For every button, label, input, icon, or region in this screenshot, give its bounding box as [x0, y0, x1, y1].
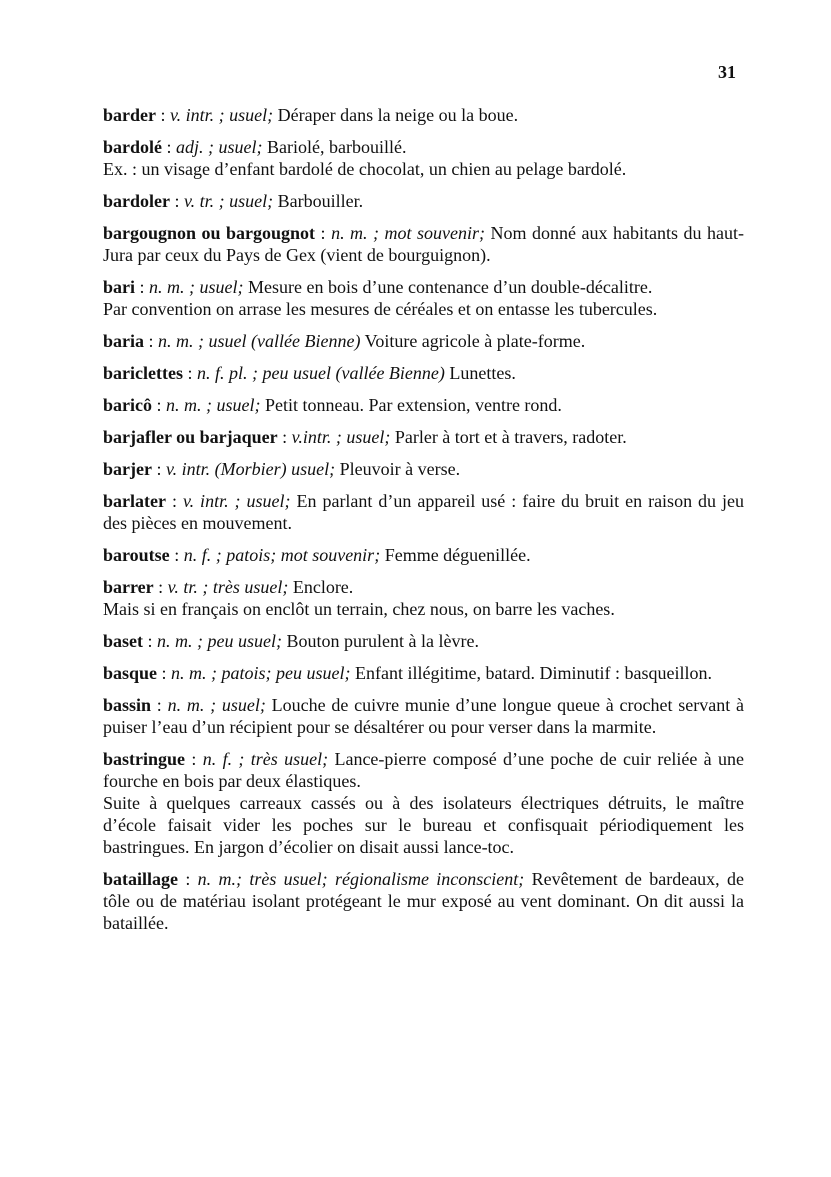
dictionary-entry: [103, 136, 744, 180]
entry-separator: :: [162, 137, 177, 157]
entry-definition: Enfant illégitime, batard. Diminutif : basqueillon.: [355, 663, 712, 683]
entry-grammar: v. intr. ; usuel;: [182, 491, 291, 511]
page-number: 31: [718, 62, 736, 82]
entry-definition: Bariolé, barbouillé.: [267, 137, 407, 157]
entry-note: Mais si en français on enclôt un terrain, chez nous, on barre les vaches.: [103, 599, 615, 619]
entry-grammar: n. m. ; usuel;: [166, 395, 261, 415]
entry-grammar: n. f. pl. ; peu usuel (vallée Bienne): [196, 363, 445, 383]
dictionary-entry: [103, 362, 744, 384]
entry-definition: Lunettes.: [449, 363, 516, 383]
entry-headword: baria: [103, 331, 145, 351]
entry-headword: barrer: [103, 577, 154, 597]
dictionary-entry: [103, 330, 744, 352]
dictionary-entries: [103, 104, 744, 944]
entry-grammar: v. intr. ; usuel;: [170, 105, 274, 125]
entry-definition: Petit tonneau. Par extension, ventre rond.: [265, 395, 562, 415]
entry-grammar: v. tr. ; très usuel;: [167, 577, 289, 597]
entry-grammar: v. tr. ; usuel;: [184, 191, 274, 211]
entry-separator: :: [153, 577, 168, 597]
entry-definition: Bouton purulent à la lèvre.: [286, 631, 479, 651]
entry-headword: bari: [103, 277, 136, 297]
entry-headword: bassin: [103, 695, 152, 715]
dictionary-entry: [103, 190, 744, 212]
entry-definition: Voiture agricole à plate-forme.: [364, 331, 586, 351]
entry-definition: Barbouiller.: [277, 191, 364, 211]
dictionary-entry: [103, 630, 744, 652]
entry-definition: Femme déguenillée.: [384, 545, 531, 565]
entry-definition: Pleuvoir à verse.: [339, 459, 461, 479]
entry-separator: :: [144, 331, 159, 351]
entry-definition: Enclore.: [292, 577, 354, 597]
dictionary-entry: [103, 576, 744, 620]
dictionary-entry: [103, 276, 744, 320]
entry-definition: Revêtement de bardeaux, de tôle ou de matériau isolant protégeant le mur exposé au vent dominant. On dit aussi la bataillée.: [103, 869, 745, 933]
entry-grammar: n. m. ; usuel (vallée Bienne): [158, 331, 361, 351]
entry-note: Suite à quelques carreaux cassés ou à des isolateurs électriques détruits, le maître d’école faisait vider les poches sur le bureau et confisquait périodiquement les bastringues. En jargon d’écolier on disait aussi lance-toc.: [103, 793, 744, 857]
entry-headword: bargougnon ou bargougnot: [103, 223, 316, 243]
entry-definition: Mesure en bois d’une contenance d’un double-décalitre.: [248, 277, 653, 297]
entry-grammar: v. intr. (Morbier) usuel;: [166, 459, 336, 479]
entry-headword: bataillage: [103, 869, 178, 889]
entry-separator: :: [277, 427, 292, 447]
entry-headword: barlater: [103, 491, 166, 511]
entry-separator: :: [152, 395, 167, 415]
entry-grammar: n. f. ; patois; mot souvenir;: [183, 545, 381, 565]
dictionary-entry: [103, 490, 744, 534]
dictionary-entry: [103, 222, 744, 266]
entry-grammar: n. m. ; mot souvenir;: [331, 223, 486, 243]
entry-headword: barjafler ou barjaquer: [103, 427, 278, 447]
entry-separator: :: [151, 459, 166, 479]
entry-separator: :: [165, 491, 183, 511]
entry-grammar: n. f. ; très usuel;: [202, 749, 329, 769]
entry-separator: :: [170, 191, 185, 211]
entry-headword: bardoler: [103, 191, 170, 211]
entry-grammar: v.intr. ; usuel;: [291, 427, 391, 447]
entry-grammar: n. m. ; usuel;: [167, 695, 266, 715]
entry-separator: :: [156, 105, 171, 125]
entry-separator: :: [135, 277, 150, 297]
entry-separator: :: [157, 663, 172, 683]
entry-headword: bariclettes: [103, 363, 183, 383]
entry-separator: :: [169, 545, 184, 565]
entry-headword: basque: [103, 663, 158, 683]
entry-grammar: n. m.; très usuel; régionalisme inconscient;: [197, 869, 525, 889]
entry-note: Par convention on arrase les mesures de céréales et on entasse les tubercules.: [103, 299, 658, 319]
entry-headword: baricô: [103, 395, 152, 415]
dictionary-entry: [103, 394, 744, 416]
entry-separator: :: [182, 363, 197, 383]
entry-grammar: adj. ; usuel;: [176, 137, 263, 157]
entry-grammar: n. m. ; usuel;: [149, 277, 244, 297]
entry-headword: baroutse: [103, 545, 170, 565]
entry-definition: Lance-pierre composé d’une poche de cuir reliée à une fourche en bois par deux élastiques.: [103, 749, 745, 791]
dictionary-entry: [103, 544, 744, 566]
entry-definition: En parlant d’un appareil usé : faire du bruit en raison du jeu des pièces en mouvement.: [103, 491, 744, 533]
entry-definition: Louche de cuivre munie d’une longue queue à crochet servant à puiser l’eau d’un récipient pour se désaltérer ou pour verser dans la marmite.: [103, 695, 744, 737]
dictionary-entry: [103, 868, 744, 934]
entry-definition: Parler à tort et à travers, radoter.: [394, 427, 627, 447]
entry-grammar: n. m. ; patois; peu usuel;: [171, 663, 351, 683]
dictionary-entry: [103, 458, 744, 480]
entry-headword: bardolé: [103, 137, 163, 157]
entry-separator: :: [151, 695, 168, 715]
entry-separator: :: [315, 223, 332, 243]
entry-definition: Nom donné aux habitants du haut-Jura par ceux du Pays de Gex (vient de bourguignon).: [103, 223, 744, 265]
entry-separator: :: [178, 869, 198, 889]
entry-headword: barjer: [103, 459, 152, 479]
entry-separator: :: [185, 749, 203, 769]
dictionary-entry: [103, 748, 744, 858]
entry-note: Ex. : un visage d’enfant bardolé de chocolat, un chien au pelage bardolé.: [103, 159, 627, 179]
dictionary-entry: [103, 694, 744, 738]
entry-grammar: n. m. ; peu usuel;: [157, 631, 282, 651]
entry-headword: baset: [103, 631, 143, 651]
dictionary-entry: [103, 426, 744, 448]
entry-definition: Déraper dans la neige ou la boue.: [277, 105, 519, 125]
dictionary-entry: [103, 104, 744, 126]
dictionary-entry: [103, 662, 744, 684]
entry-separator: :: [143, 631, 158, 651]
entry-headword: barder: [103, 105, 156, 125]
entry-headword: bastringue: [103, 749, 186, 769]
